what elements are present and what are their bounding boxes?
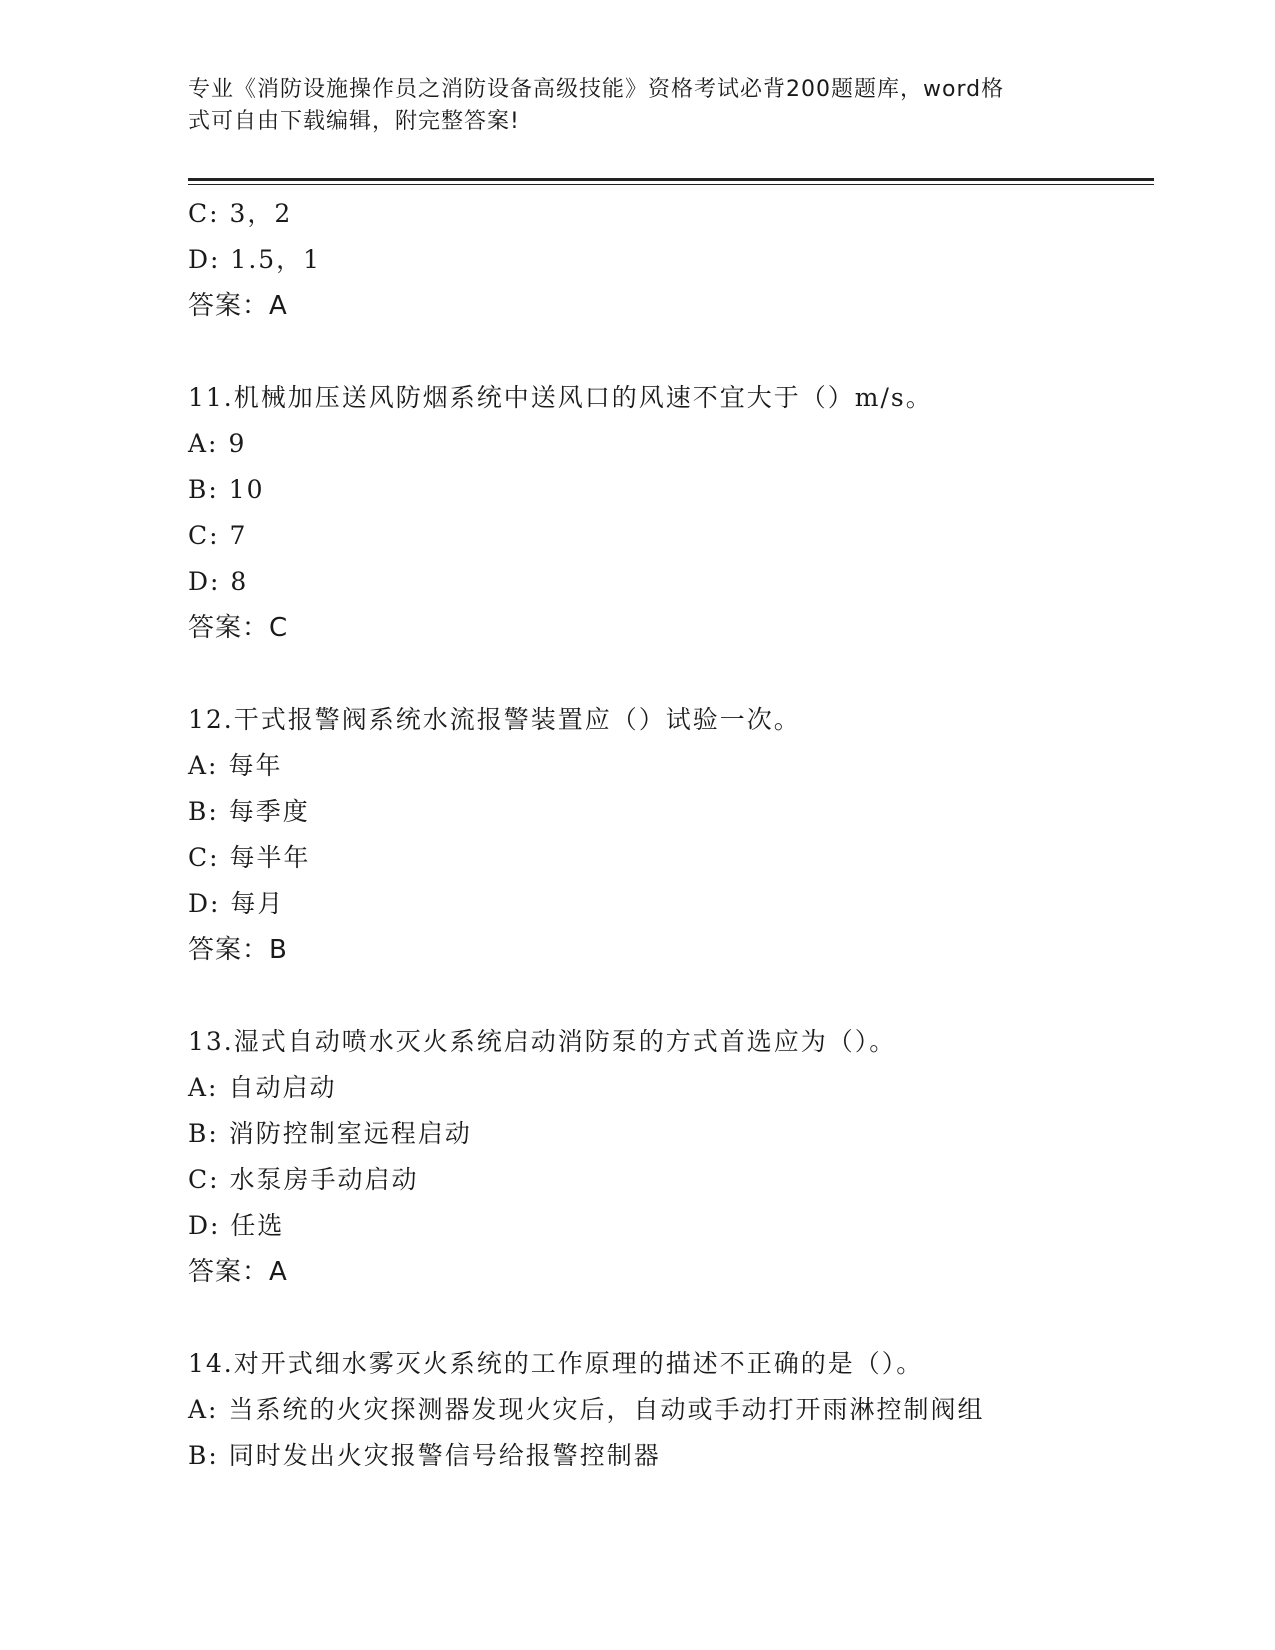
option-line <box>188 467 1128 513</box>
option-text: 水泵房手动启动 <box>229 1165 419 1194</box>
option-text: 7 <box>229 521 248 550</box>
option-label: C: <box>188 521 220 550</box>
option-label: B: <box>188 475 219 504</box>
option-label: A: <box>188 1395 219 1424</box>
spacer <box>188 973 1128 1019</box>
answer-line: 答案：C <box>188 613 289 643</box>
option-text: 8 <box>230 567 249 596</box>
option-text: 同时发出火灾报警信号给报警控制器 <box>228 1441 661 1470</box>
option-line <box>188 237 1128 283</box>
option-label: D: <box>188 245 221 274</box>
spacer <box>188 1295 1128 1341</box>
option-label: D: <box>188 1211 221 1240</box>
option-label: B: <box>188 797 219 826</box>
question-stem: 12.干式报警阀系统水流报警装置应（）试验一次。 <box>188 705 801 734</box>
option-label: C: <box>188 199 220 228</box>
option-text: 每年 <box>228 751 283 780</box>
option-text: 消防控制室远程启动 <box>228 1119 472 1148</box>
option-line <box>188 1387 1128 1433</box>
option-line <box>188 1065 1128 1111</box>
option-line <box>188 1433 1128 1479</box>
option-line <box>188 1157 1128 1203</box>
header-divider-thick <box>188 178 1154 181</box>
option-label: D: <box>188 889 221 918</box>
option-line <box>188 881 1128 927</box>
option-label: A: <box>188 1073 219 1102</box>
option-line <box>188 421 1128 467</box>
option-line <box>188 1111 1128 1157</box>
header-divider-thin <box>188 184 1154 185</box>
option-label: A: <box>188 751 219 780</box>
answer-line: 答案：A <box>188 1257 288 1287</box>
option-text: 自动启动 <box>228 1073 337 1102</box>
option-text: 每季度 <box>228 797 310 826</box>
option-label: B: <box>188 1441 219 1470</box>
option-line <box>188 191 1128 237</box>
option-text: 10 <box>228 475 265 504</box>
option-line <box>188 1203 1128 1249</box>
option-text: 每半年 <box>229 843 311 872</box>
question-stem: 13.湿式自动喷水灭火系统启动消防泵的方式首选应为（）。 <box>188 1027 897 1056</box>
option-line <box>188 559 1128 605</box>
option-label: C: <box>188 1165 220 1194</box>
option-line <box>188 789 1128 835</box>
option-label: D: <box>188 567 221 596</box>
spacer <box>188 329 1128 375</box>
option-text: 3，2 <box>229 199 293 228</box>
option-line <box>188 835 1128 881</box>
header-line-2: 式可自由下载编辑，附完整答案! <box>188 109 520 134</box>
option-label: C: <box>188 843 220 872</box>
answer-line: 答案：A <box>188 291 288 321</box>
header-line-1: 专业《消防设施操作员之消防设备高级技能》资格考试必背200题题库，word格 <box>188 77 1005 102</box>
option-text: 9 <box>228 429 247 458</box>
option-text: 1.5，1 <box>230 245 322 274</box>
document-header <box>188 74 1068 138</box>
option-text: 每月 <box>230 889 285 918</box>
option-text: 任选 <box>230 1211 285 1240</box>
option-text: 当系统的火灾探测器发现火灾后，自动或手动打开雨淋控制阀组 <box>228 1395 985 1424</box>
option-label: A: <box>188 429 219 458</box>
option-line <box>188 743 1128 789</box>
question-stem: 14.对开式细水雾灭火系统的工作原理的描述不正确的是（）。 <box>188 1349 924 1378</box>
answer-line: 答案：B <box>188 935 288 965</box>
question-stem: 11.机械加压送风防烟系统中送风口的风速不宜大于（）m/s。 <box>188 383 933 412</box>
option-label: B: <box>188 1119 219 1148</box>
spacer <box>188 651 1128 697</box>
question-list <box>188 191 1128 1479</box>
option-line <box>188 513 1128 559</box>
